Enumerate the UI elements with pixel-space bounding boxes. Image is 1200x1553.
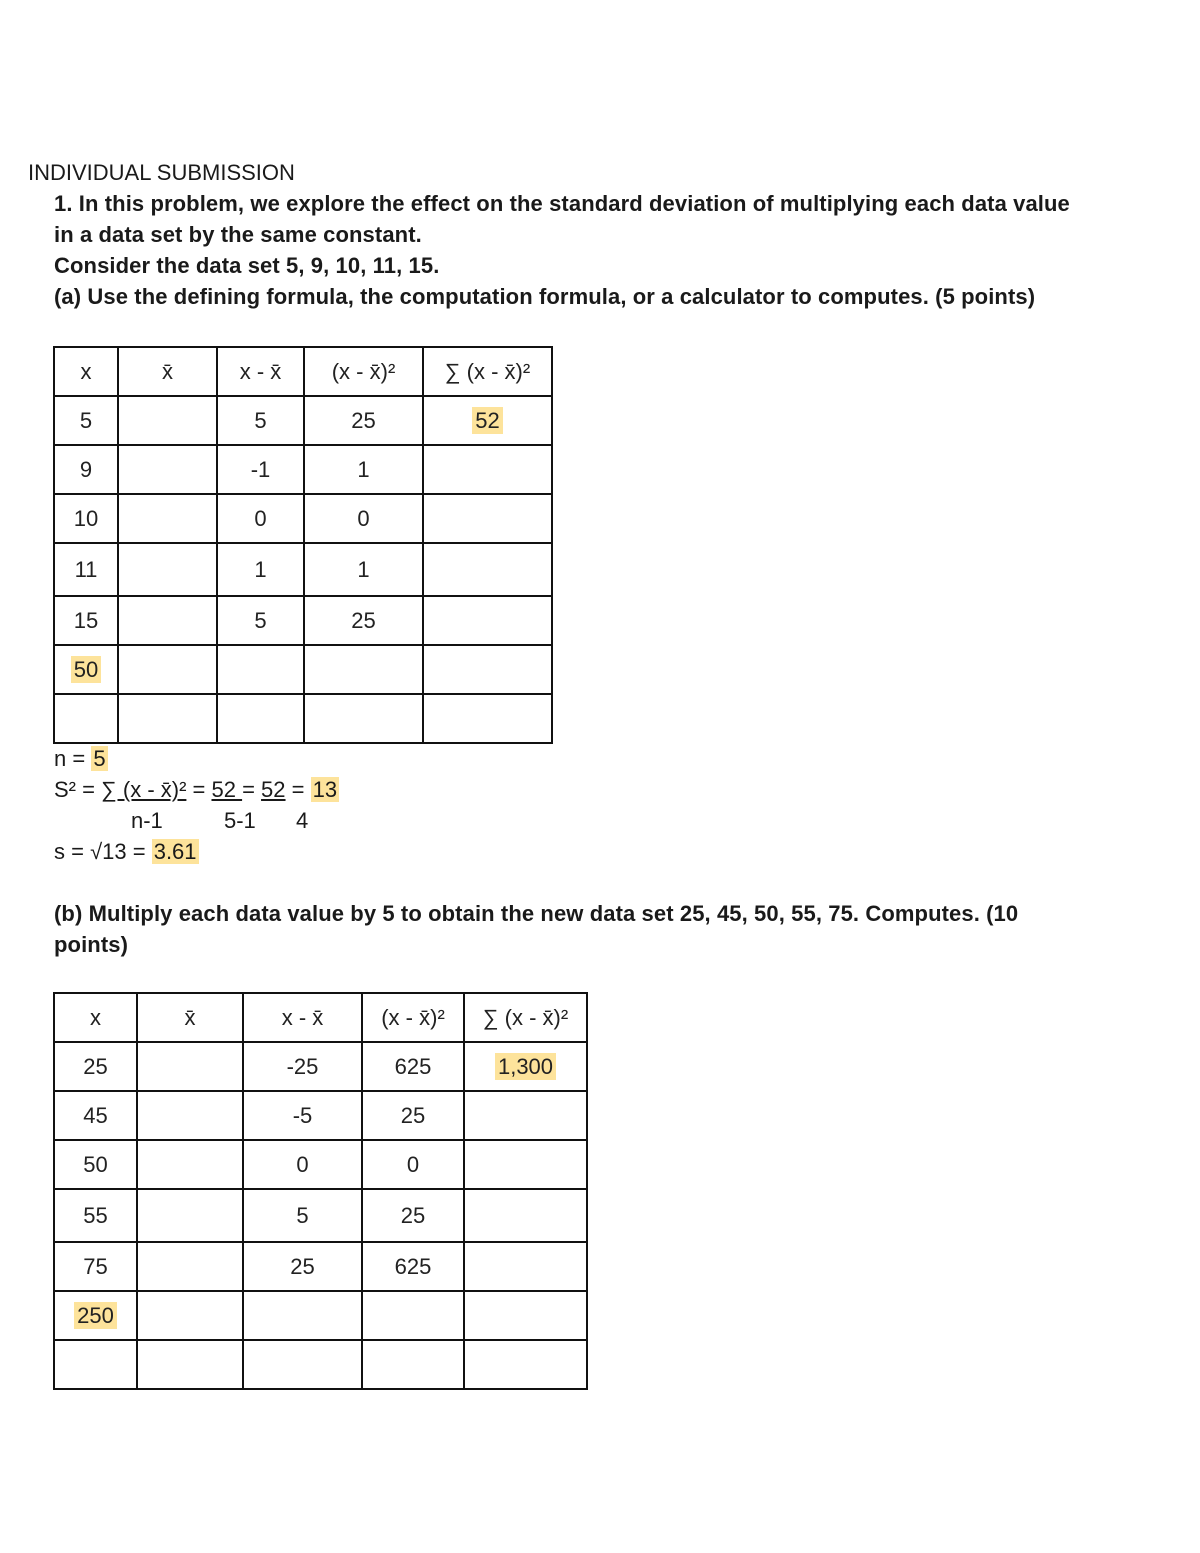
table-header-row [54,993,587,1042]
cell-x: 55 [54,1189,137,1242]
cell-x: 5 [54,396,118,445]
table-row [54,1340,587,1389]
header-deviation: x - x̄ [243,993,362,1042]
cell-deviation: 5 [217,396,304,445]
table-row [54,1189,587,1242]
table-row [54,1291,587,1340]
table-row [54,1091,587,1140]
s2-numerator-3: 52 [261,777,286,802]
cell-squared-deviation [362,1340,464,1389]
cell-x [54,645,118,694]
table-row [54,596,552,645]
cell-sum-squared-deviation [464,1242,587,1291]
table-b [53,992,588,1390]
cell-squared-deviation: 0 [304,494,423,543]
cell-squared-deviation: 625 [362,1042,464,1091]
cell-x: 10 [54,494,118,543]
header-squared-deviation: (x - x̄)² [362,993,464,1042]
cell-x [54,694,118,743]
cell-squared-deviation [304,694,423,743]
cell-x: 75 [54,1242,137,1291]
s-value: 3.61 [153,839,197,864]
cell-squared-deviation: 0 [362,1140,464,1189]
cell-mean [137,1140,243,1189]
table-row [54,694,552,743]
cell-mean [137,1091,243,1140]
cell-deviation [243,1340,362,1389]
cell-deviation: 25 [243,1242,362,1291]
cell-x: 50 [54,1140,137,1189]
cell-deviation: -25 [243,1042,362,1091]
cell-squared-deviation: 1 [304,445,423,494]
highlighted-value: 52 [472,407,502,434]
problem-line-1: 1. In this problem, we explore the effect on the standard deviation of multiplying each data value [54,191,1070,216]
cell-sum-squared-deviation [464,1140,587,1189]
highlighted-value: 250 [74,1302,117,1329]
table-row [54,645,552,694]
cell-squared-deviation: 25 [304,396,423,445]
cell-squared-deviation: 25 [304,596,423,645]
header-deviation: x - x̄ [217,347,304,396]
table-row [54,543,552,596]
cell-squared-deviation: 25 [362,1091,464,1140]
cell-x: 11 [54,543,118,596]
cell-x: 9 [54,445,118,494]
s2-denominator-3: 4 [296,808,309,833]
problem-line-2: in a data set by the same constant. [54,222,422,247]
page-heading: INDIVIDUAL SUBMISSION [28,160,295,185]
table-header-row [54,347,552,396]
variance-line [54,774,339,805]
highlighted-value: 1,300 [495,1053,556,1080]
cell-sum-squared-deviation [464,1091,587,1140]
equals-sign: = [186,777,212,802]
highlighted-value: 50 [71,656,101,683]
cell-deviation [217,694,304,743]
n-value: 5 [93,746,106,771]
cell-deviation [243,1291,362,1340]
cell-squared-deviation: 1 [304,543,423,596]
table-row [54,494,552,543]
cell-mean [137,1189,243,1242]
cell-squared-deviation [304,645,423,694]
table-row [54,1140,587,1189]
cell-mean [118,494,217,543]
cell-sum-squared-deviation [423,596,552,645]
header-x: x [54,347,118,396]
n-label: n = [54,746,92,771]
cell-sum-squared-deviation [423,543,552,596]
cell-squared-deviation: 25 [362,1189,464,1242]
cell-deviation [217,645,304,694]
cell-deviation: 5 [217,596,304,645]
cell-mean [137,1291,243,1340]
cell-mean [137,1042,243,1091]
cell-sum-squared-deviation [423,494,552,543]
cell-sum-squared-deviation [423,445,552,494]
table-row [54,1042,587,1091]
problem-line-3: Consider the data set 5, 9, 10, 11, 15. [54,253,440,278]
cell-x [54,1340,137,1389]
s2-denominator: n-1 [131,808,163,833]
cell-mean [118,543,217,596]
cell-squared-deviation: 625 [362,1242,464,1291]
header-mean: x̄ [118,347,217,396]
header-mean: x̄ [137,993,243,1042]
cell-mean [118,694,217,743]
cell-deviation: 0 [217,494,304,543]
part-b-prompt-line-1: (b) Multiply each data value by 5 to obtain the new data set 25, 45, 50, 55, 75. Computes. (10 [54,901,1019,926]
cell-sum-squared-deviation [464,1189,587,1242]
s2-denominator-2: 5-1 [224,808,256,833]
s2-numerator: ∑ (x - x̄)² [101,777,187,802]
cell-x: 15 [54,596,118,645]
cell-sum-squared-deviation [423,694,552,743]
header-squared-deviation: (x - x̄)² [304,347,423,396]
equals-sign: = [285,777,311,802]
cell-sum-squared-deviation [423,396,552,445]
s-label: s = √13 = [54,839,152,864]
cell-sum-squared-deviation [464,1291,587,1340]
s2-value: 13 [312,777,338,802]
n-line [54,743,108,774]
cell-mean [118,596,217,645]
header-x: x [54,993,137,1042]
cell-deviation: 0 [243,1140,362,1189]
table-row [54,1242,587,1291]
cell-sum-squared-deviation [464,1340,587,1389]
cell-mean [118,645,217,694]
table-a [53,346,553,744]
cell-deviation: -1 [217,445,304,494]
cell-deviation: 1 [217,543,304,596]
s2-numerator-2: 52 [211,777,243,802]
part-b-prompt-line-2: points) [54,932,129,957]
cell-mean [118,445,217,494]
cell-mean [137,1340,243,1389]
cell-deviation: 5 [243,1189,362,1242]
s2-label: S² = [54,777,102,802]
cell-mean [137,1242,243,1291]
header-sum-squared-deviation: ∑ (x - x̄)² [423,347,552,396]
cell-x [54,1291,137,1340]
cell-mean [118,396,217,445]
cell-squared-deviation [362,1291,464,1340]
part-a-prompt: (a) Use the defining formula, the computation formula, or a calculator to computes. (5 points) [54,284,1036,309]
cell-sum-squared-deviation [423,645,552,694]
cell-x: 45 [54,1091,137,1140]
equals-sign: = [242,777,262,802]
header-sum-squared-deviation: ∑ (x - x̄)² [464,993,587,1042]
cell-x: 25 [54,1042,137,1091]
cell-deviation: -5 [243,1091,362,1140]
table-row [54,445,552,494]
std-dev-line [54,836,199,867]
table-row [54,396,552,445]
cell-sum-squared-deviation [464,1042,587,1091]
